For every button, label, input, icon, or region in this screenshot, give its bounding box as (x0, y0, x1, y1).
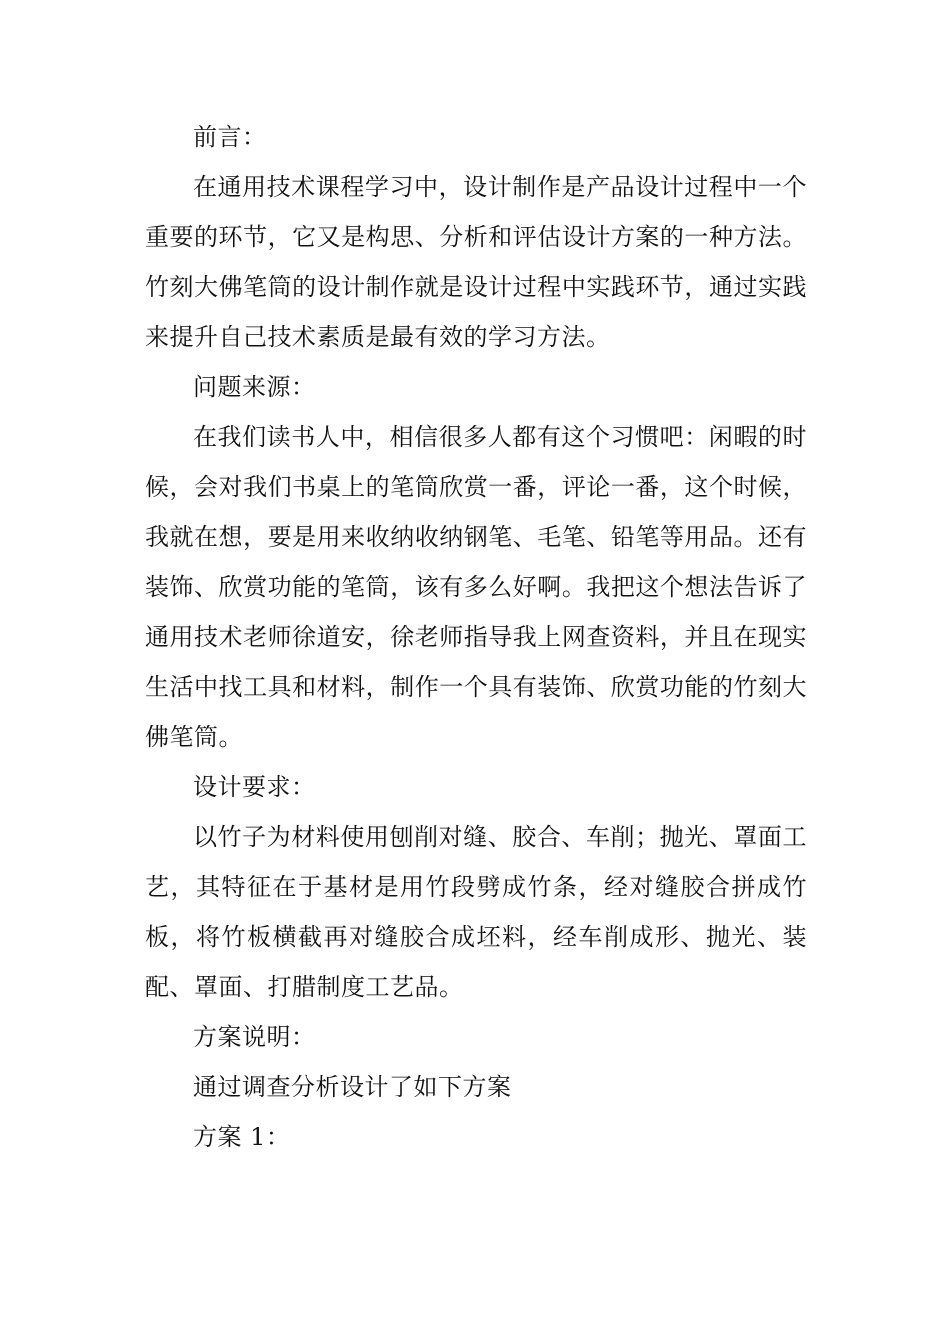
paragraph-preface: 在通用技术课程学习中，设计制作是产品设计过程中一个重要的环节，它又是构思、分析和评估设计方案的一种方法。竹刻大佛笔筒的设计制作就是设计过程中实践环节，通过实践来提升自己技术素质是最有效的学习方法。 (145, 173, 807, 351)
paragraph-problem-source: 在我们读书人中，相信很多人都有这个习惯吧：闲暇的时候，会对我们书桌上的笔筒欣赏一番，评论一番，这个时候，我就在想，要是用来收纳收纳钢笔、毛笔、铅笔等用品。还有装饰、欣赏功能的笔筒，该有多么好啊。我把这个想法告诉了通用技术老师徐道安，徐老师指导我上网查资料，并且在现实生活中找工具和材料，制作一个具有装饰、欣赏功能的竹刻大佛笔筒。 (145, 423, 807, 751)
document-body (145, 112, 807, 1162)
section-heading-preface: 前言： (193, 123, 267, 151)
section-heading-problem-source: 问题来源： (193, 373, 316, 401)
section-heading-design-requirements: 设计要求： (193, 773, 316, 801)
section-heading-plan-1: 方案 1： (193, 1123, 291, 1151)
section-heading-plan-description: 方案说明： (193, 1023, 316, 1051)
paragraph-plan-description: 通过调查分析设计了如下方案 (193, 1073, 512, 1101)
paragraph-design-requirements: 以竹子为材料使用刨削对缝、胶合、车削；抛光、罩面工艺，其特征在于基材是用竹段劈成竹条，经对缝胶合拼成竹板，将竹板横截再对缝胶合成坯料，经车削成形、抛光、装配、罩面、打腊制度工艺品。 (145, 823, 807, 1001)
